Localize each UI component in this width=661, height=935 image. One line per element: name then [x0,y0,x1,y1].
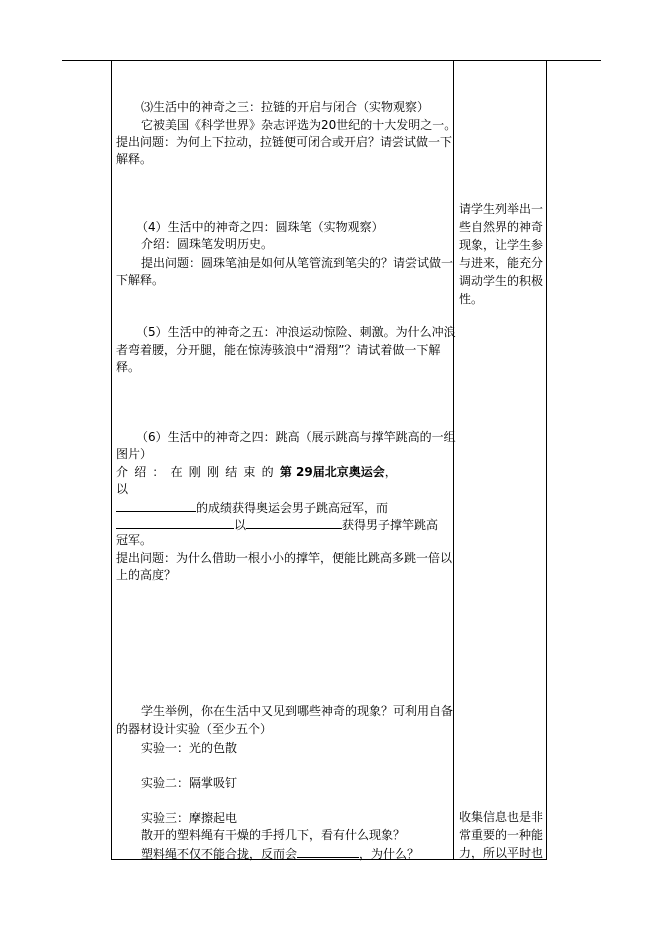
experiment-2: 实验二：隔掌吸钉 [141,776,238,790]
section-3-line-3: 解释。 [116,152,153,166]
blank-high-jump-score[interactable] [116,499,196,512]
experiment-3-line-3 [141,845,419,862]
section-4-line-1: 介绍：圆珠笔发明历史。 [141,237,274,251]
section-6-line-7: 冠军。 [116,533,153,547]
examples-line-1: 学生举例，你在生活中又见到哪些神奇的现象？可利用自备 [141,704,454,718]
experiment-3-line-3-end: ，为什么？ [359,847,420,861]
experiment-3: 实验三：摩擦起电 [141,811,238,825]
section-6-line-5-text: 的成绩获得奥运会男子跳高冠军，而 [196,501,389,515]
side-note-1-line-6: 性。 [459,292,484,306]
intro-label: 介绍：在刚刚结束的 [116,465,280,479]
section-3-line-2: 提出问题：为何上下拉动，拉链便可闭合或开启？请尝试做一下 [116,135,453,149]
intro-comma: ， [384,465,403,479]
section-4-line-3: 下解释。 [116,273,165,287]
section-5-line-2: 者弯着腰，分开腿，能在惊涛骇浪中“滑翔”？请试着做一下解 [116,343,441,357]
blank-rope-result[interactable] [297,845,359,858]
examples-line-2: 的器材设计实验（至少五个） [116,722,273,736]
section-4-title: （4）生活中的神奇之四：圆珠笔（实物观察） [136,220,384,234]
section-6-line-6-yi: 以 [234,518,247,532]
side-note-2-line-1: 收集信息也是非 [459,810,544,824]
experiment-3-line-2: 散开的塑料绳有干燥的手捋几下，看有什么现象？ [141,828,406,842]
section-5-line-3: 释。 [116,360,141,374]
side-note-2-line-3: 力，所以平时也 [459,846,544,860]
section-6-line-5 [116,499,388,516]
side-note-1-line-2: 些自然界的神奇 [459,220,544,234]
side-note-1-line-4: 与进来，能充分 [459,256,544,270]
section-5-line-1: （5）生活中的神奇之五：冲浪运动惊险、刺激。为什么冲浪 [136,325,456,339]
section-6-intro [116,465,403,480]
side-note-1-line-3: 现象，让学生参 [459,238,544,252]
blank-pole-vault-athlete[interactable] [116,516,234,529]
side-note-1-line-1: 请学生列举出一 [459,202,544,216]
section-6-line-6-text: 获得男子撑竿跳高 [342,518,439,532]
section-6-line-6 [116,516,438,533]
section-6-line-2: 图片） [116,447,153,461]
table-left-border [111,60,112,860]
section-3-title: ⑶生活中的神奇之三：拉链的开启与闭合（实物观察） [141,100,430,114]
table-divider [453,60,454,860]
olympics-name: 第 29届北京奥运会 [279,465,385,479]
experiment-1: 实验一：光的色散 [141,741,238,755]
section-4-line-2: 提出问题：圆珠笔油是如何从笔管流到笔尖的？请尝试做一 [141,256,454,270]
section-6-line-9: 上的高度？ [116,568,177,582]
experiment-3-line-3-text: 塑料绳不仅不能合拢，反而会 [141,847,298,861]
side-note-1-line-5: 调动学生的积极 [459,274,544,288]
top-rule [62,60,601,61]
section-6-line-1: （6）生活中的神奇之四：跳高（展示跳高与撑竿跳高的一组 [136,430,456,444]
section-6-line-8: 提出问题：为什么借助一根小小的撑竿，便能比跳高多跳一倍以 [116,551,453,565]
side-note-2-line-2: 常重要的一种能 [459,828,544,842]
section-3-line-1: 它被美国《科学世界》杂志评选为20世纪的十大发明之一。 [141,118,457,132]
blank-pole-vault-score[interactable] [246,516,342,529]
section-6-line-4: 以 [116,482,129,496]
table-right-border [546,60,547,860]
